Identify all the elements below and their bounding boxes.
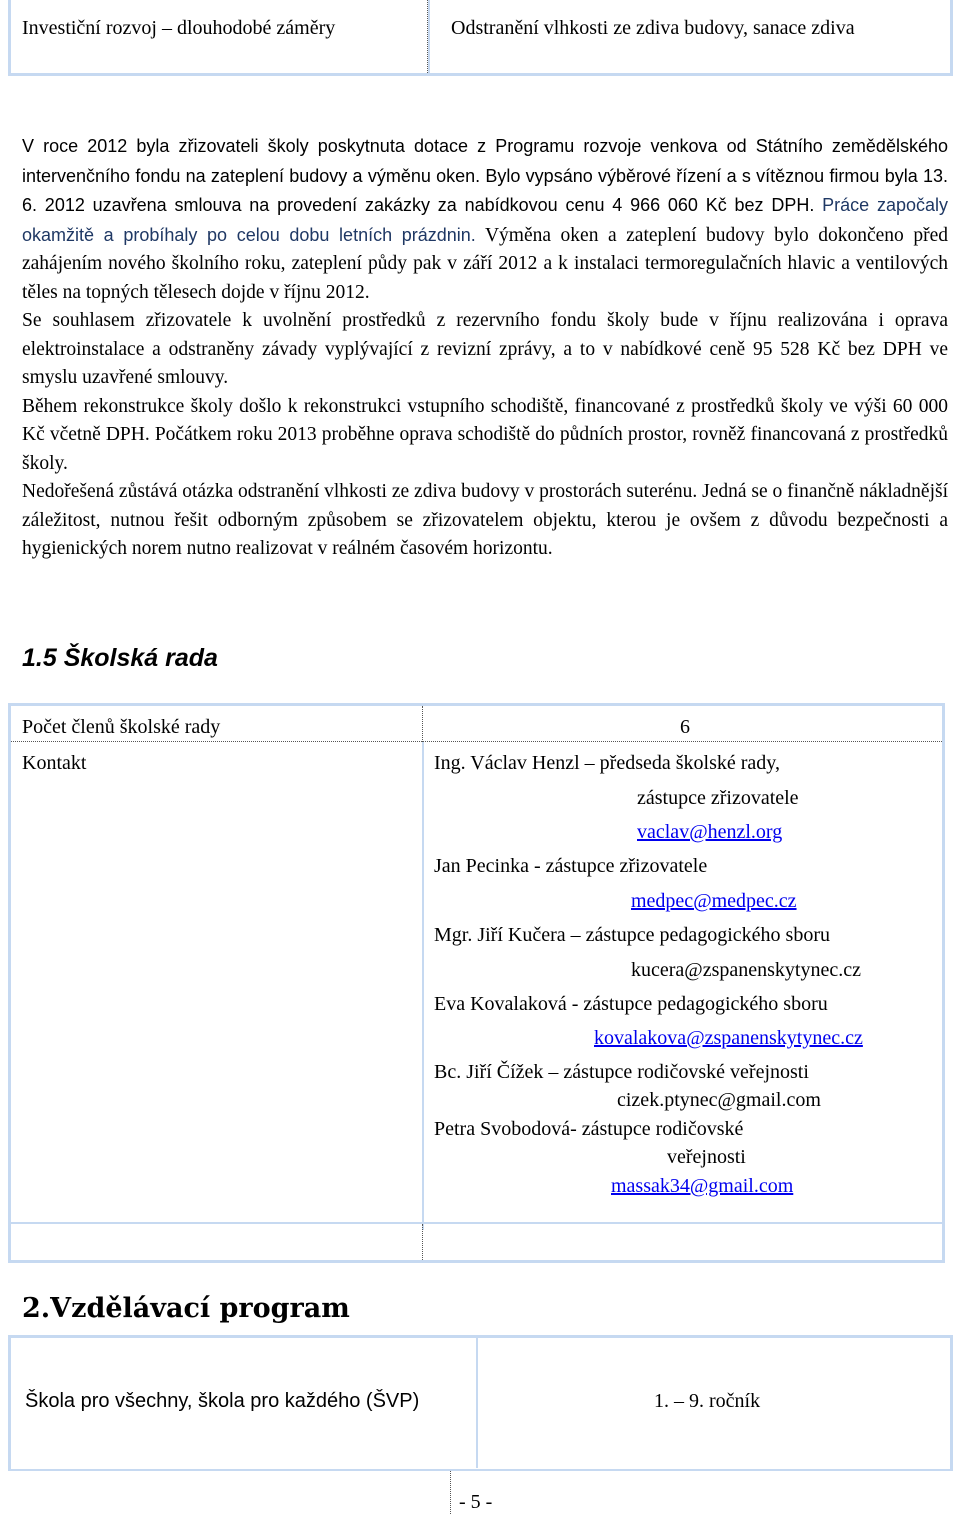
school-board-table (8, 703, 945, 1263)
body-text (22, 132, 948, 564)
contact-line: Jan Pecinka - zástupce zřizovatele (434, 855, 708, 877)
column-divider (422, 706, 423, 742)
contact-line: Mgr. Jiří Kučera – zástupce pedagogického sboru (434, 924, 830, 946)
program-grades: 1. – 9. ročník (654, 1390, 761, 1412)
paragraph-stairs: Během rekonstrukce školy došlo k rekonstrukci vstupního schodiště, financované z prostředků školy ve výši 60 000 Kč včetně DPH. Počátkem roku 2013 proběhne oprava schodiště do půdních prostor, rovněž financovaná z prostředků školy. (22, 395, 948, 474)
contact-line: Eva Kovalaková - zástupce pedagogického sboru (434, 993, 828, 1015)
member-count-label: Počet členů školské rady (22, 716, 221, 738)
column-divider (450, 1471, 451, 1514)
text-grant: V roce 2012 byla zřizovateli školy poskytnuta dotace z Programu rozvoje venkova od Státního zemědělského intervenčního fondu na zateplení budovy a výměnu oken. Bylo vypsáno výběrové řízení a s vítěznou firmou byla 13. 6. 2012 uzavřena smlouva na provedení zakázky za nabídkovou cenu 4 966 060 Kč bez DPH. (22, 136, 948, 215)
contact-line: veřejnosti (667, 1146, 746, 1168)
paragraph-investment (22, 132, 948, 307)
contact-label: Kontakt (22, 752, 87, 774)
contact-line: Bc. Jiří Čížek – zástupce rodičovské veřejnosti (434, 1061, 809, 1083)
contact-line: Ing. Václav Henzl – předseda školské rady, (434, 752, 780, 774)
text-works: Práce započaly okamžitě a probíhaly po celou dobu letních prázdnin. (22, 195, 948, 245)
email-link[interactable]: kovalakova@zspanenskytynec.cz (594, 1027, 863, 1049)
top-table (8, 0, 953, 76)
contact-email: kucera@zspanenskytynec.cz (631, 959, 861, 981)
investment-value-cell: Odstranění vlhkosti ze zdiva budovy, sanace zdiva (428, 0, 953, 73)
page-number: - 5 - (459, 1491, 493, 1513)
investment-label-cell: Investiční rozvoj – dlouhodobé záměry (11, 0, 428, 73)
paragraph-humidity: Nedořešená zůstává otázka odstranění vlhkosti ze zdiva budovy v prostorách suterénu. Jedná se o finančně nákladnější záležitost, nutnou řešit odborným způsobem se zřizovatelem objektu, kterou je ovšem z důvodu bezpečnosti a hygienických norem nutno realizovat v reálném časovém horizontu. (22, 481, 948, 559)
member-count-value: 6 (680, 716, 690, 738)
column-divider (422, 1224, 423, 1260)
paragraph-electro: Se souhlasem zřizovatele k uvolnění prostředků z rezervního fondu školy bude v říjnu realizována i oprava elektroinstalace a odstraněny závady vyplývající z revizní zprávy, a to v nabídkové ceně 95 528 Kč bez DPH ve smyslu uzavřené smlouvy. (22, 310, 948, 388)
section-heading-program: 2.Vzdělávací program (22, 1293, 350, 1324)
program-table (8, 1335, 953, 1471)
email-link[interactable]: vaclav@henzl.org (637, 821, 783, 843)
contact-email: cizek.ptynec@gmail.com (617, 1089, 821, 1111)
contact-line: zástupce zřizovatele (637, 787, 799, 809)
email-link[interactable]: medpec@medpec.cz (631, 890, 797, 912)
row-divider (11, 1222, 942, 1224)
program-name: Škola pro všechny, škola pro každého (ŠVP) (25, 1390, 420, 1412)
member-count-row (11, 706, 942, 742)
text-completion: Výměna oken a zateplení budovy bylo dokončeno před zahájením nového školního roku, zateplení půdy pak v září 2012 a k instalaci termoregulačních hlavic a ventilových těles na topných tělesech dojde v říjnu 2012. (22, 224, 948, 303)
section-heading-school-board: 1.5 Školská rada (22, 644, 218, 672)
contact-line: Petra Svobodová- zástupce rodičovské (434, 1118, 744, 1140)
email-link[interactable]: massak34@gmail.com (611, 1175, 794, 1197)
column-divider (476, 1338, 478, 1468)
column-divider (422, 742, 424, 1230)
